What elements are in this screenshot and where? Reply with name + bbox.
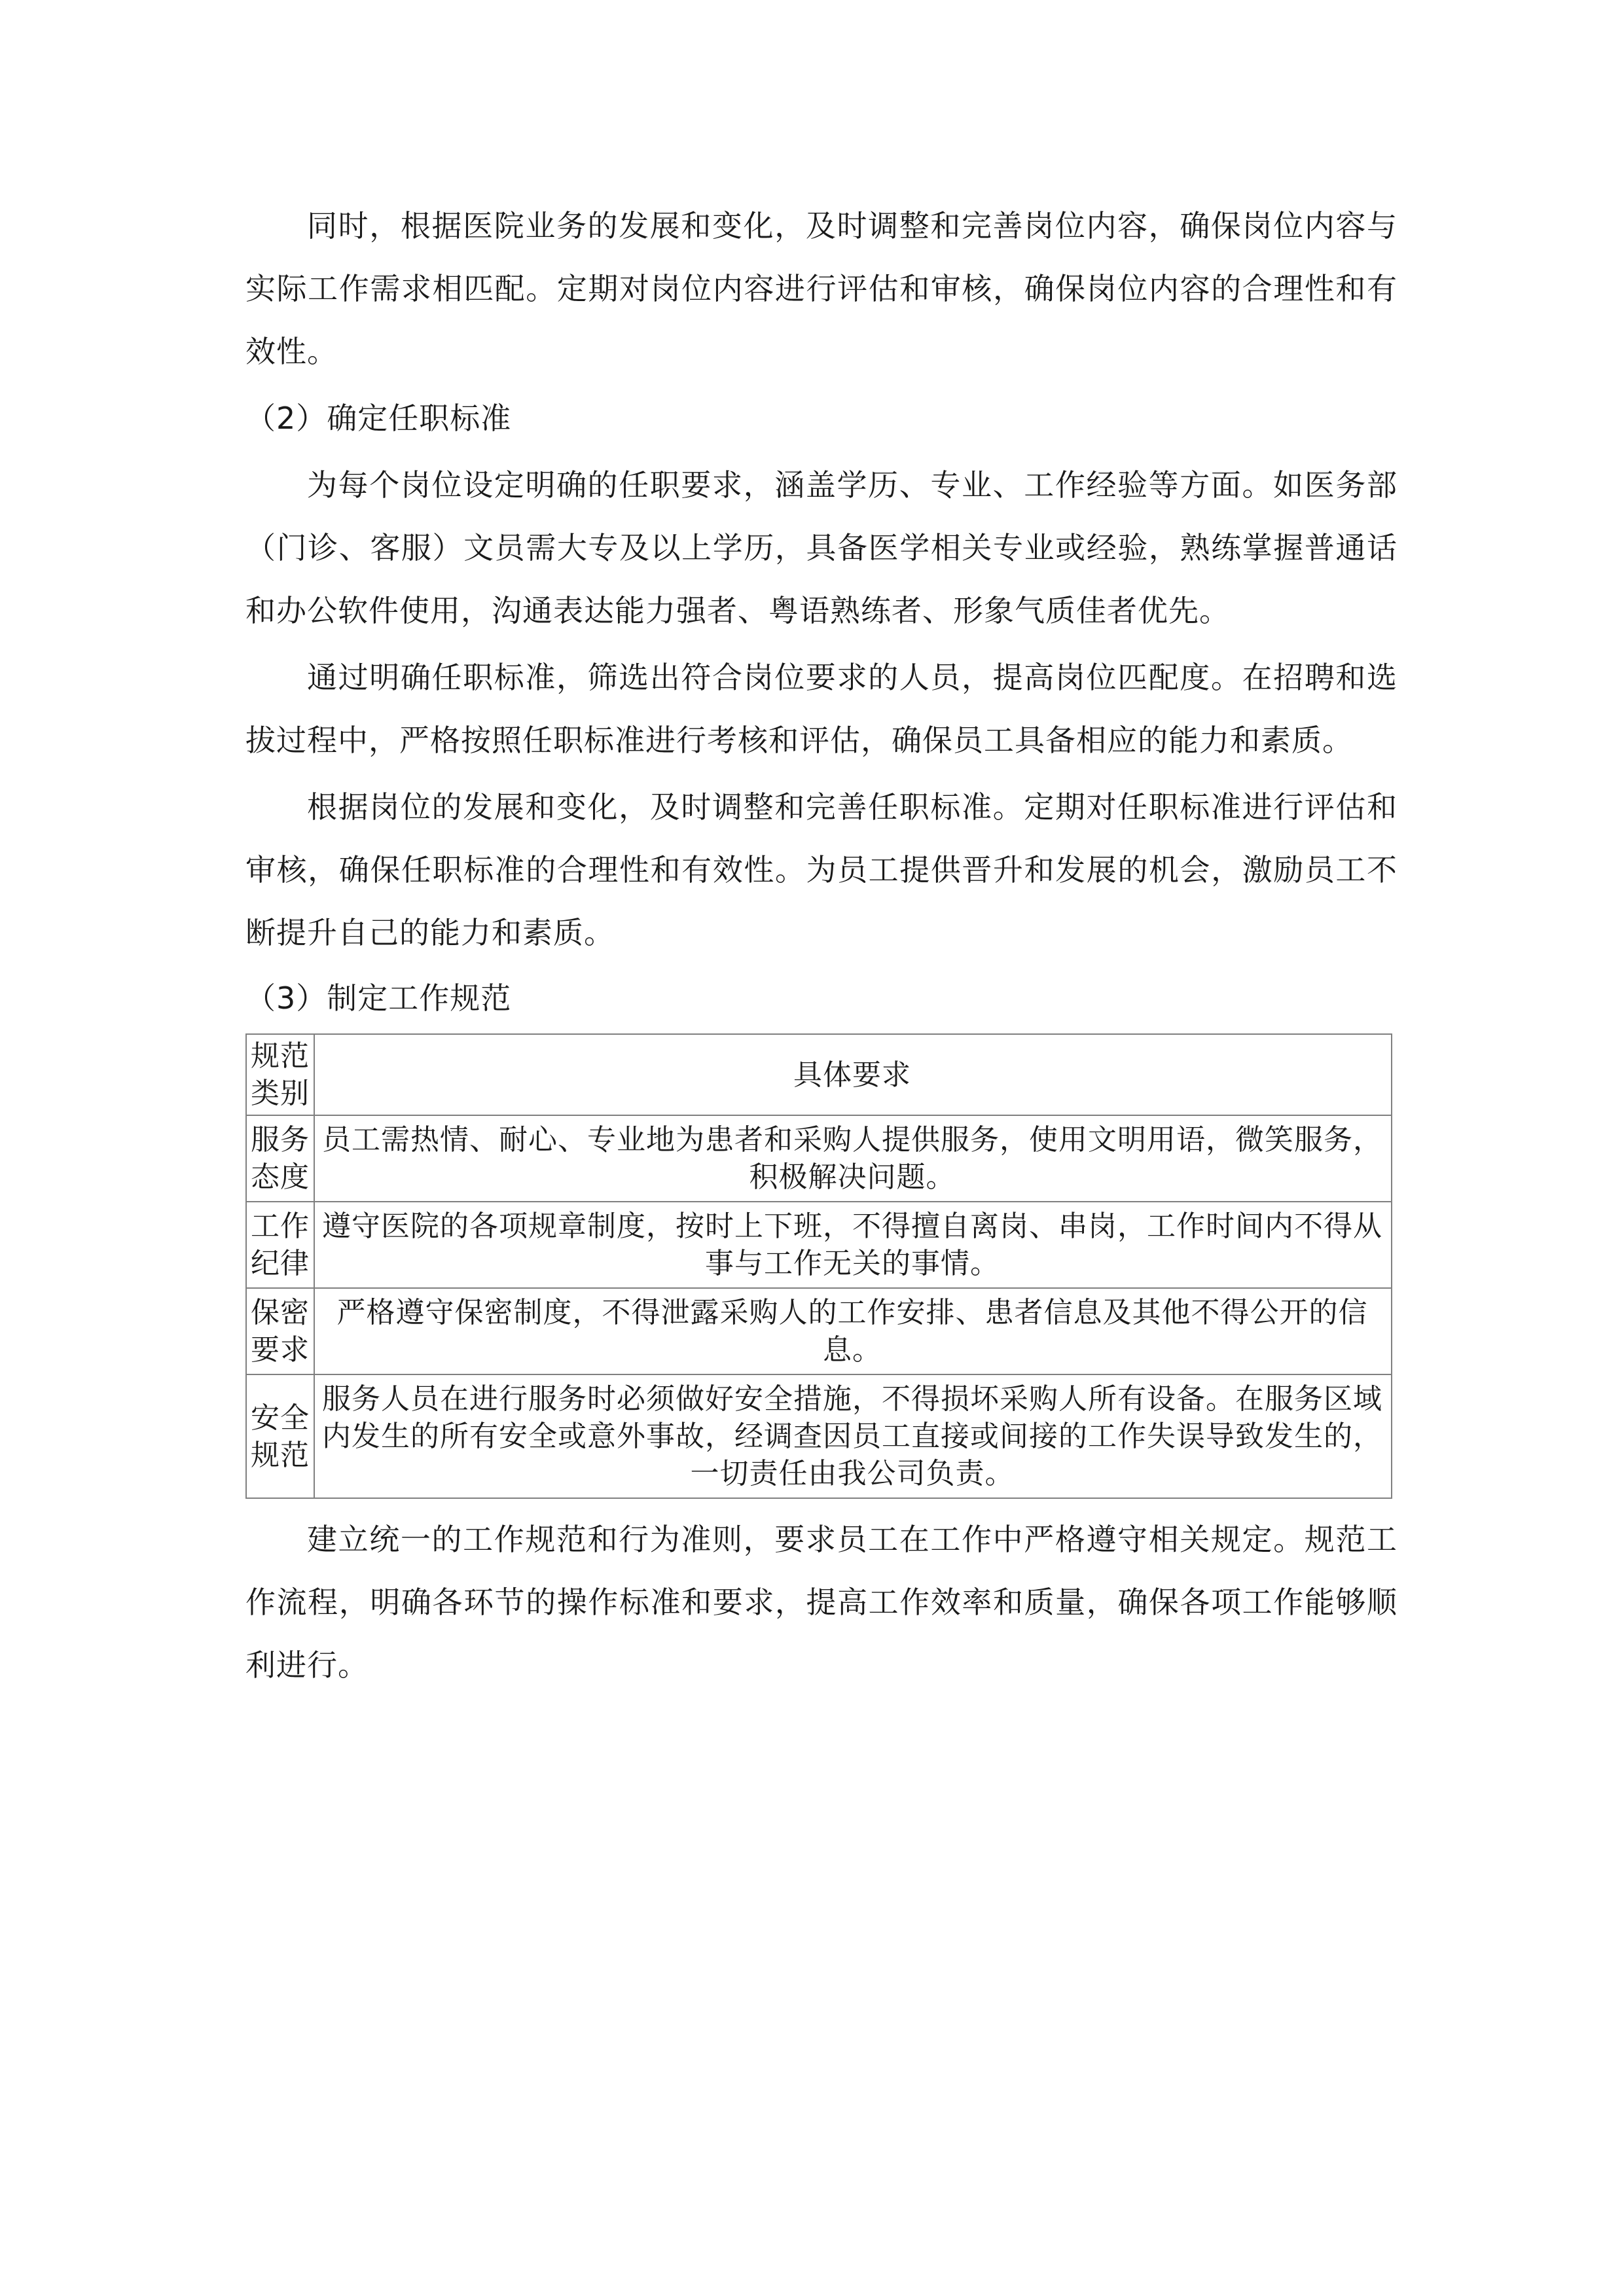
table-cell-category: 服务态度: [246, 1115, 314, 1202]
table-cell-requirement: 严格遵守保密制度，不得泄露采购人的工作安排、患者信息及其他不得公开的信息。: [314, 1288, 1392, 1374]
section3-closing-paragraph: 建立统一的工作规范和行为准则，要求员工在工作中严格遵守相关规定。规范工作流程，明确各环节的操作标准和要求，提高工作效率和质量，确保各项工作能够顺利进行。: [245, 1522, 1398, 1683]
table-cell-category: 保密要求: [246, 1288, 314, 1374]
work-spec-table: [245, 1033, 1392, 1499]
table-header-row: [246, 1034, 1392, 1115]
section3-heading: （3）制定工作规范: [245, 980, 512, 1016]
document-page: [245, 0, 1398, 1696]
section2-heading: （2）确定任职标准: [245, 401, 512, 436]
table-cell-category: 安全规范: [246, 1374, 314, 1498]
table-header-requirement: 具体要求: [314, 1034, 1392, 1115]
intro-paragraph: 同时，根据医院业务的发展和变化，及时调整和完善岗位内容，确保岗位内容与实际工作需求相匹配。定期对岗位内容进行评估和审核，确保岗位内容的合理性和有效性。: [245, 208, 1398, 369]
table-row: [246, 1288, 1392, 1374]
table-row: [246, 1374, 1392, 1498]
section2-paragraph-3: 根据岗位的发展和变化，及时调整和完善任职标准。定期对任职标准进行评估和审核，确保任职标准的合理性和有效性。为员工提供晋升和发展的机会，激励员工不断提升自己的能力和素质。: [245, 789, 1398, 950]
section2-paragraph-1: 为每个岗位设定明确的任职要求，涵盖学历、专业、工作经验等方面。如医务部（门诊、客服）文员需大专及以上学历，具备医学相关专业或经验，熟练掌握普通话和办公软件使用，沟通表达能力强者、粤语熟练者、形象气质佳者优先。: [245, 467, 1398, 628]
table-cell-requirement: 服务人员在进行服务时必须做好安全措施，不得损坏采购人所有设备。在服务区域内发生的所有安全或意外事故，经调查因员工直接或间接的工作失误导致发生的，一切责任由我公司负责。: [314, 1374, 1392, 1498]
table-cell-requirement: 遵守医院的各项规章制度，按时上下班，不得擅自离岗、串岗，工作时间内不得从事与工作无关的事情。: [314, 1202, 1392, 1288]
section2-paragraph-2: 通过明确任职标准，筛选出符合岗位要求的人员，提高岗位匹配度。在招聘和选拔过程中，严格按照任职标准进行考核和评估，确保员工具备相应的能力和素质。: [245, 660, 1398, 758]
table-header-category: 规范类别: [246, 1034, 314, 1115]
table-row: [246, 1115, 1392, 1202]
table-cell-category: 工作纪律: [246, 1202, 314, 1288]
table-cell-requirement: 员工需热情、耐心、专业地为患者和采购人提供服务，使用文明用语，微笑服务，积极解决问题。: [314, 1115, 1392, 1202]
table-row: [246, 1202, 1392, 1288]
